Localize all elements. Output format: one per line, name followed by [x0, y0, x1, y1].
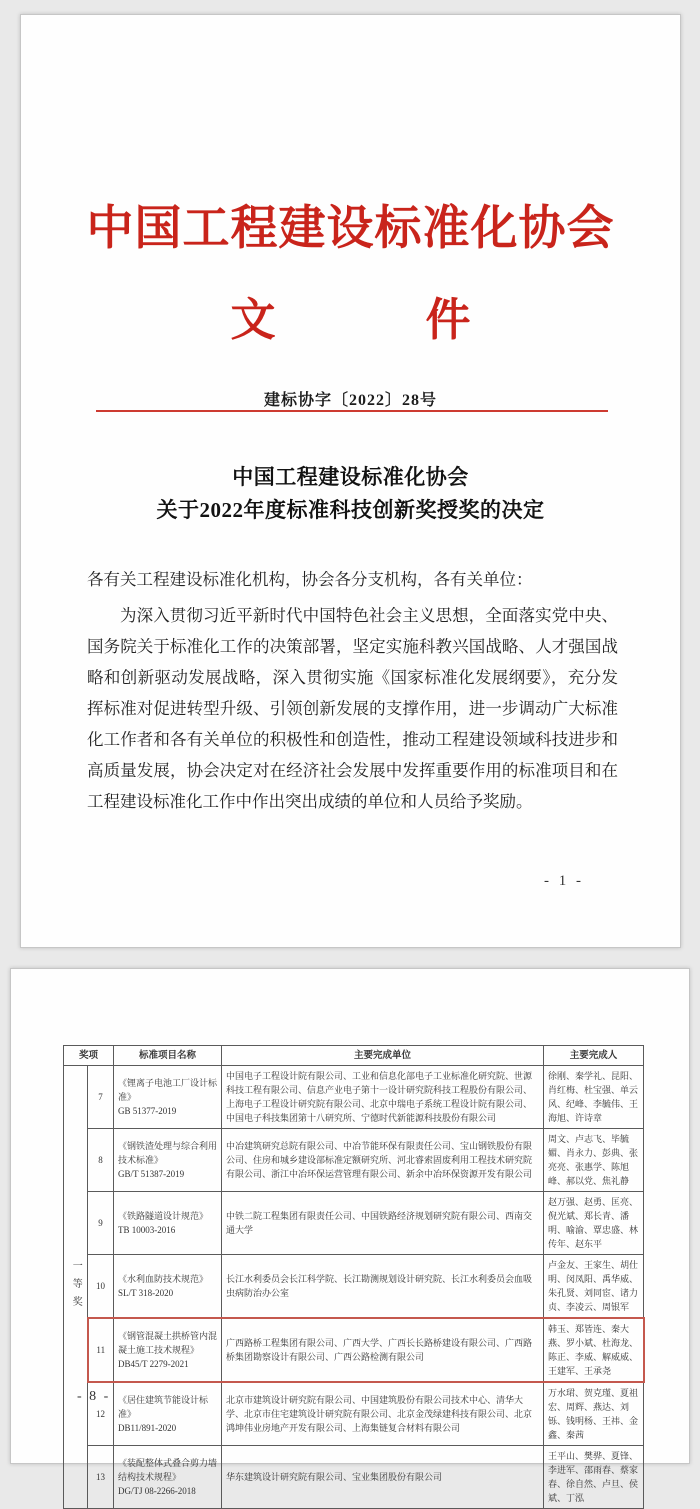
table-row [64, 1129, 644, 1192]
main-units-cell: 广西路桥工程集团有限公司、广西大学、广西长长路桥建设有限公司、广西路桥集团勘察设计有限公司、广西公路检测有限公司 [222, 1318, 544, 1382]
standard-name-cell [114, 1382, 222, 1446]
main-units-cell: 中铁二院工程集团有限责任公司、中国铁路经济规划研究院有限公司、西南交通大学 [222, 1192, 544, 1255]
main-persons-cell: 赵万强、赵勇、匡亮、倪光斌、郑长青、潘明、喻渝、覃忠盛、林传年、赵东平 [544, 1192, 644, 1255]
row-number-cell: 8 [88, 1129, 114, 1192]
standard-title: 《钢管混凝土拱桥管内混凝土施工技术规程》 [118, 1331, 218, 1355]
standard-title: 《装配整体式叠合剪力墙结构技术规程》 [118, 1458, 218, 1482]
letterhead-document-word [21, 283, 680, 348]
header-main-units: 主要完成单位 [222, 1046, 544, 1066]
table-row [64, 1382, 644, 1446]
document-number: 建标协字〔2022〕28号 [263, 392, 437, 409]
page-2-sheet [10, 968, 690, 1503]
standard-title: 《锂离子电池工厂设计标准》 [118, 1078, 218, 1102]
header-standard-name: 标准项目名称 [114, 1046, 222, 1066]
table-row [64, 1318, 644, 1382]
standard-code: DB45/T 2279-2021 [118, 1359, 189, 1369]
award-table [63, 1045, 645, 1509]
standard-title: 《铁路隧道设计规范》 [118, 1211, 209, 1221]
main-persons-cell: 万水珺、贺克瑾、夏祖宏、周辉、燕达、刘铄、钱明杨、王祎、金鑫、秦茜 [544, 1382, 644, 1446]
page-number-1: - 1 - [544, 873, 584, 889]
standard-code: DB11/891-2020 [118, 1423, 177, 1433]
award-table-container [63, 1045, 643, 1509]
row-number-cell: 9 [88, 1192, 114, 1255]
row-number-cell: 11 [88, 1318, 114, 1382]
main-persons-cell: 韩玉、郑皆连、秦大燕、罗小斌、杜海龙、陈正、李威、解威威、王建军、王承尧 [544, 1318, 644, 1382]
letterhead-org-title: 中国工程建设标准化协会 [86, 203, 615, 255]
decision-title [21, 461, 680, 527]
main-units-cell: 中冶建筑研究总院有限公司、中冶节能环保有限责任公司、宝山钢铁股份有限公司、住房和城乡建设部标准定额研究所、河北睿索固废利用工程技术研究院有限公司、浙江中冶环保运营管理有限公司、新余中冶环保资源开发有限公司 [222, 1129, 544, 1192]
table-row [64, 1066, 644, 1129]
standard-name-cell [114, 1446, 222, 1509]
main-units-cell: 华东建筑设计研究院有限公司、宝业集团股份有限公司 [222, 1446, 544, 1509]
row-number-cell: 12 [88, 1382, 114, 1446]
decision-title-line1: 中国工程建设标准化协会 [232, 465, 469, 489]
page-number-8: - 8 - [77, 1389, 111, 1404]
standard-name-cell [114, 1129, 222, 1192]
award-group-cell [64, 1066, 88, 1509]
standard-title: 《居住建筑节能设计标准》 [118, 1395, 209, 1419]
main-units-cell: 中国电子工程设计院有限公司、工业和信息化部电子工业标准化研究院、世源科技工程有限公司、信息产业电子第十一设计研究院科技工程股份有限公司、上海电子工程设计研究院有限公司、北京中瑞电子系统工程设计院有限公司、中国电子科技集团第十八研究所、宁德时代新能源科技股份有限公司 [222, 1066, 544, 1129]
standard-code: SL/T 318-2020 [118, 1288, 174, 1298]
main-persons-cell: 卢金友、王家生、胡仕明、闵凤阳、禹华威、朱孔贤、刘同宦、诸力贞、李凌云、周银军 [544, 1255, 644, 1319]
main-persons-cell: 徐刚、秦学礼、昆阳、肖红梅、杜宝强、单云风、纪峰、李毓伟、王海旭、许诗章 [544, 1066, 644, 1129]
main-units-cell: 北京市建筑设计研究院有限公司、中国建筑股份有限公司技术中心、清华大学、北京市住宅建筑设计研究院有限公司、北京金茂绿建科技有限公司、北京鸿坤伟业房地产开发有限公司、上海集链复合材料有限公司 [222, 1382, 544, 1446]
standard-name-cell [114, 1318, 222, 1382]
decision-title-line2: 关于2022年度标准科技创新奖授奖的决定 [156, 498, 545, 522]
table-row [64, 1255, 644, 1319]
main-persons-cell: 周文、卢志飞、毕毓媚、肖永力、彭典、张亮亮、张惠学、陈旭峰、郝以党、焦礼静 [544, 1129, 644, 1192]
row-number-cell: 7 [88, 1066, 114, 1129]
row-number-cell: 13 [88, 1446, 114, 1509]
standard-name-cell [114, 1192, 222, 1255]
doc-word-right: 件 [425, 295, 471, 345]
standard-name-cell [114, 1066, 222, 1129]
header-award-category: 奖项 [64, 1046, 114, 1066]
standard-code: DG/TJ 08-2266-2018 [118, 1486, 196, 1496]
standard-code: TB 10003-2016 [118, 1225, 176, 1235]
standard-code: GB/T 51387-2019 [118, 1169, 185, 1179]
main-units-cell: 长江水利委员会长江科学院、长江勘测规划设计研究院、长江水利委员会血吸虫病防治办公室 [222, 1255, 544, 1319]
body-paragraph: 为深入贯彻习近平新时代中国特色社会主义思想，全面落实党中央、国务院关于标准化工作的决策部署，坚定实施科教兴国战略、人才强国战略和创新驱动发展战略，深入贯彻实施《国家标准化发展纲要》，充分发挥标准对促进转型升级、引领创新发展的支撑作用，进一步调动广大标准化工作者和各有关单位的积极性和创造性，推动工程建设领域科技进步和高质量发展，协会决定对在经济社会发展中发挥重要作用的标准项目和在工程建设标准化工作中作出突出成绩的单位和人员给予奖励。 [87, 606, 618, 811]
table-row [64, 1192, 644, 1255]
letterhead-divider-line [96, 410, 608, 412]
standard-name-cell [114, 1255, 222, 1319]
award-group-label: 一等奖 [70, 1260, 82, 1314]
standard-code: GB 51377-2019 [118, 1106, 177, 1116]
award-table-header-row [64, 1046, 644, 1066]
row-number-cell: 10 [88, 1255, 114, 1319]
award-table-body [64, 1066, 644, 1509]
standard-title: 《水利血防技术规范》 [118, 1274, 209, 1284]
table-row [64, 1446, 644, 1509]
doc-word-left: 文 [230, 295, 276, 345]
header-main-persons: 主要完成人 [544, 1046, 644, 1066]
page-1-sheet [20, 14, 681, 948]
standard-title: 《钢铁渣处理与综合利用技术标准》 [118, 1141, 218, 1165]
main-persons-cell: 王平山、樊骅、夏锋、李进军、邵雨春、蔡家春、徐自然、卢旦、侯斌、丁泓 [544, 1446, 644, 1509]
salutation-line: 各有关工程建设标准化机构，协会各分支机构，各有关单位： [87, 570, 533, 589]
